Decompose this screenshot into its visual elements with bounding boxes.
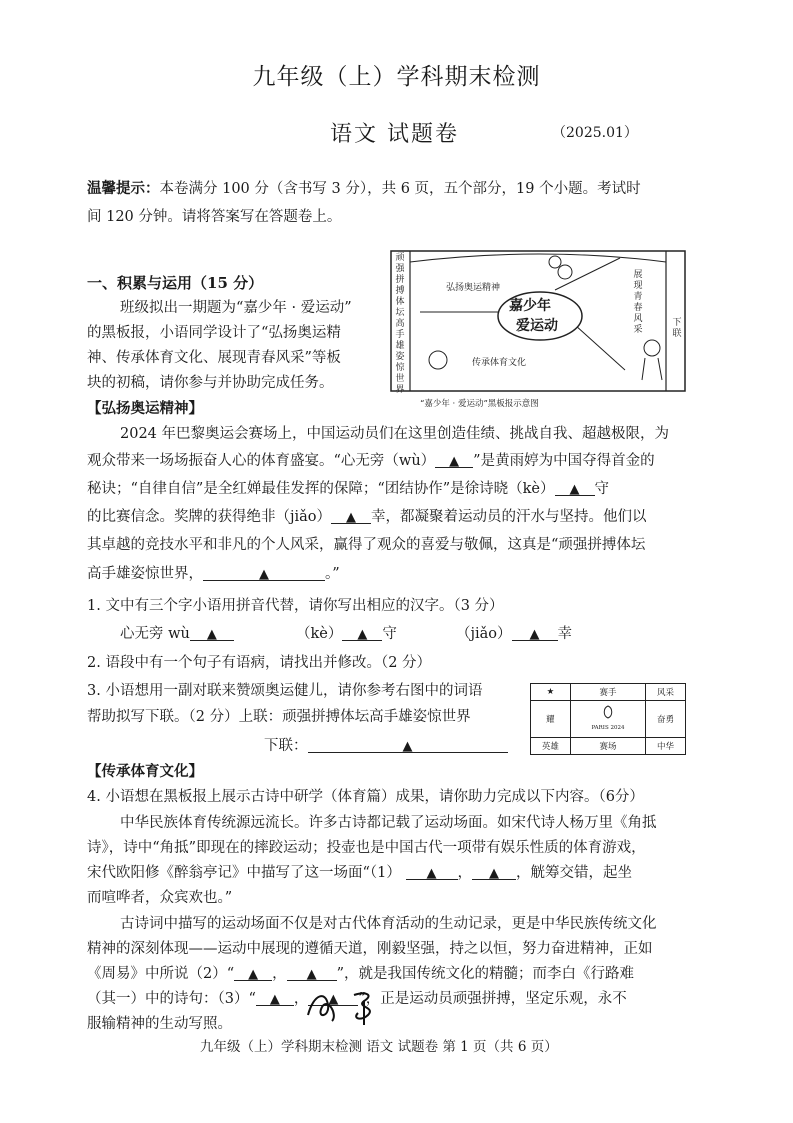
part1-intro-1: 班级拟出一期题为“嘉少年 · 爱运动”: [120, 300, 352, 316]
board-section-3: 展现青春风采: [633, 270, 643, 335]
grid-cell: 赛手: [570, 684, 645, 701]
block1-line-3b: 守: [594, 481, 610, 497]
q4-line-3a: 宋代欧阳修《醉翁亭记》中描写了这一场面“（1）: [87, 865, 401, 881]
q4-line-3c: ，觥筹交错，起坐: [516, 865, 632, 881]
block1-line-3: [87, 478, 609, 500]
board-left-column: 顽强拼搏体坛高手雄姿惊世界: [395, 253, 405, 395]
part1-intro-2: 的黑板报，小语同学设计了“弘扬奥运精: [87, 325, 341, 341]
block1-line-2b: ”是黄雨婷为中国夺得首金的: [473, 453, 655, 469]
q1-text: 1. 文中有三个字小语用拼音代替，请你写出相应的汉字。（3 分）: [87, 598, 504, 614]
answer-blank: ▲: [287, 963, 337, 981]
block1-line-4a: 的比赛信念。奖牌的获得绝非（jiǎo）: [87, 509, 332, 525]
block1-line-2: [87, 450, 655, 472]
q3-lower-label: 下联：: [264, 738, 308, 754]
q4-line-3: [87, 862, 632, 884]
answer-blank: ▲: [308, 735, 508, 753]
block1-line-6: [87, 563, 340, 585]
q1-answer-a: [120, 623, 234, 645]
page-footer: 九年级（上）学科期末检测 语文 试题卷 第 1 页（共 6 页）: [200, 1039, 558, 1055]
q1-c-after: 幸: [557, 626, 573, 642]
q4-line-9: 服输精神的生动写照。: [87, 1016, 232, 1032]
tip-line-2: 间 120 分钟。请将答案写在答题卷上。: [87, 209, 342, 225]
q4-line-8c: ”，正是运动员顽强拼搏，坚定乐观，永不: [358, 991, 627, 1007]
answer-blank: ▲: [331, 506, 371, 524]
q4-line-8a: （其一）中的诗句：（3）“: [87, 991, 256, 1007]
exam-date: （2025.01）: [552, 125, 638, 141]
q1-b-after: 守: [382, 626, 397, 642]
board-section-2: 传承体育文化: [472, 358, 527, 368]
block1-line-1: 2024 年巴黎奥运会赛场上，中国运动员们在这里创造佳绩、挑战自我、超越极限，为: [120, 426, 670, 442]
couplet-word-grid: [530, 683, 686, 755]
grid-cell: 中华: [646, 737, 686, 754]
grid-cell: 风采: [646, 684, 686, 701]
q1-c-label: （jiǎo）: [456, 626, 512, 642]
q4-line-7: [87, 963, 634, 985]
tip-label: 温馨提示：: [87, 180, 160, 197]
grid-cell: ★: [531, 684, 571, 701]
grid-cell: 英雄: [531, 737, 571, 754]
paris-logo-icon: [597, 705, 619, 719]
block1-line-6a: 高手雄姿惊世界，: [87, 566, 203, 582]
answer-blank: ▲: [472, 862, 516, 880]
block1-line-3a: 秘诀；“自律自信”是全红婵最佳发挥的保障；“团结协作”是徐诗晓（kè）: [87, 481, 555, 497]
q4-line-6: 精神的深刻体现——运动中展现的遵循天道，刚毅坚强，持之以恒，努力奋进精神，正如: [87, 941, 653, 957]
q3-line-1: 3. 小语想用一副对联来赞颂奥运健儿，请你参考右图中的词语: [87, 683, 483, 699]
q1-answer-c: [456, 623, 572, 645]
paris-2024-logo: [570, 701, 645, 738]
q4-line-4: 而喧哗者，众宾欢也。”: [87, 890, 233, 906]
q4-line-8b: ，: [293, 991, 309, 1007]
part1-intro-4: 块的初稿，请你参与并协助完成任务。: [87, 375, 334, 391]
answer-blank: ▲: [342, 623, 382, 641]
grid-cell: 耀: [531, 701, 571, 738]
board-center-2: 爱运动: [516, 318, 558, 334]
board-right-column: 下联: [672, 318, 682, 339]
answer-blank: ▲: [256, 988, 294, 1006]
q4-line-1: 中华民族体育传统源远流长。许多古诗都记载了运动场面。如宋代诗人杨万里《角抵: [120, 815, 657, 831]
q3-lower-couplet: [264, 735, 508, 757]
q4-line-5: 古诗词中描写的运动场面不仅是对古代体育活动的生动记录，更是中华民族传统文化: [120, 916, 657, 932]
answer-blank: ▲: [555, 478, 595, 496]
board-center-1: 嘉少年: [509, 298, 551, 314]
block1-line-6b: 。”: [325, 566, 340, 582]
answer-blank: ▲: [190, 623, 234, 641]
block2-heading: 【传承体育文化】: [87, 763, 203, 780]
answer-blank: ▲: [435, 450, 473, 468]
q4-text: 4. 小语想在黑板报上展示古诗中研学（体育篇）成果，请你助力完成以下内容。（6分）: [87, 789, 644, 805]
exam-subtitle: 语文 试题卷: [330, 122, 459, 147]
grid-cell: 奋勇: [646, 701, 686, 738]
tip-text-1: 本卷满分 100 分（含书写 3 分），共 6 页，五个部分，19 个小题。考试时: [159, 181, 641, 197]
answer-blank: ▲: [308, 988, 358, 1006]
paris-logo-text: PARIS 2024: [591, 725, 625, 732]
board-section-1: 弘扬奥运精神: [446, 283, 501, 293]
grid-cell: 赛场: [570, 737, 645, 754]
answer-blank: ▲: [203, 563, 325, 581]
block1-line-4: [87, 506, 647, 528]
q1-b-label: （kè）: [296, 626, 343, 642]
q4-line-2: 诗》，诗中“角抵”即现在的摔跤运动；投壶也是中国古代一项带有娱乐性质的体育游戏，: [87, 840, 646, 856]
part1-intro-3: 神、传承体育文化、展现青春风采”等板: [87, 350, 341, 366]
q1-answer-b: [296, 623, 397, 645]
block1-line-2a: 观众带来一场场振奋人心的体育盛宴。“心无旁（wù）: [87, 453, 436, 469]
answer-blank: ▲: [512, 623, 558, 641]
part1-heading: 一、积累与运用（15 分）: [87, 274, 264, 292]
q4-line-7b: ，: [272, 966, 287, 982]
tip-line-1: [87, 178, 641, 200]
q4-line-7c: ”，就是我国传统文化的精髓；而李白《行路难: [336, 966, 635, 982]
blackboard-figure: [390, 250, 686, 395]
q4-line-3b: ，: [457, 865, 472, 881]
block1-line-4b: 幸，都凝聚着运动员的汗水与坚持。他们以: [371, 509, 647, 525]
q4-line-7a: 《周易》中所说（2）“: [87, 966, 235, 982]
handwritten-signature: [302, 985, 402, 1027]
block1-line-5: 其卓越的竞技水平和非凡的个人风采，赢得了观众的喜爱与敬佩，这真是“顽强拼搏体坛: [87, 537, 646, 553]
q1-a-label: 心无旁 wù: [120, 626, 190, 642]
block1-heading: 【弘扬奥运精神】: [87, 400, 203, 417]
exam-title: 九年级（上）学科期末检测: [252, 64, 541, 90]
q2-text: 2. 语段中有一个句子有语病，请找出并修改。（2 分）: [87, 655, 432, 671]
board-caption: “嘉少年 · 爱运动”黑板报示意图: [420, 399, 539, 409]
answer-blank: ▲: [406, 862, 458, 880]
answer-blank: ▲: [234, 963, 272, 981]
q3-line-2: 帮助拟写下联。（2 分）上联：顽强拼搏体坛高手雄姿惊世界: [87, 709, 471, 725]
